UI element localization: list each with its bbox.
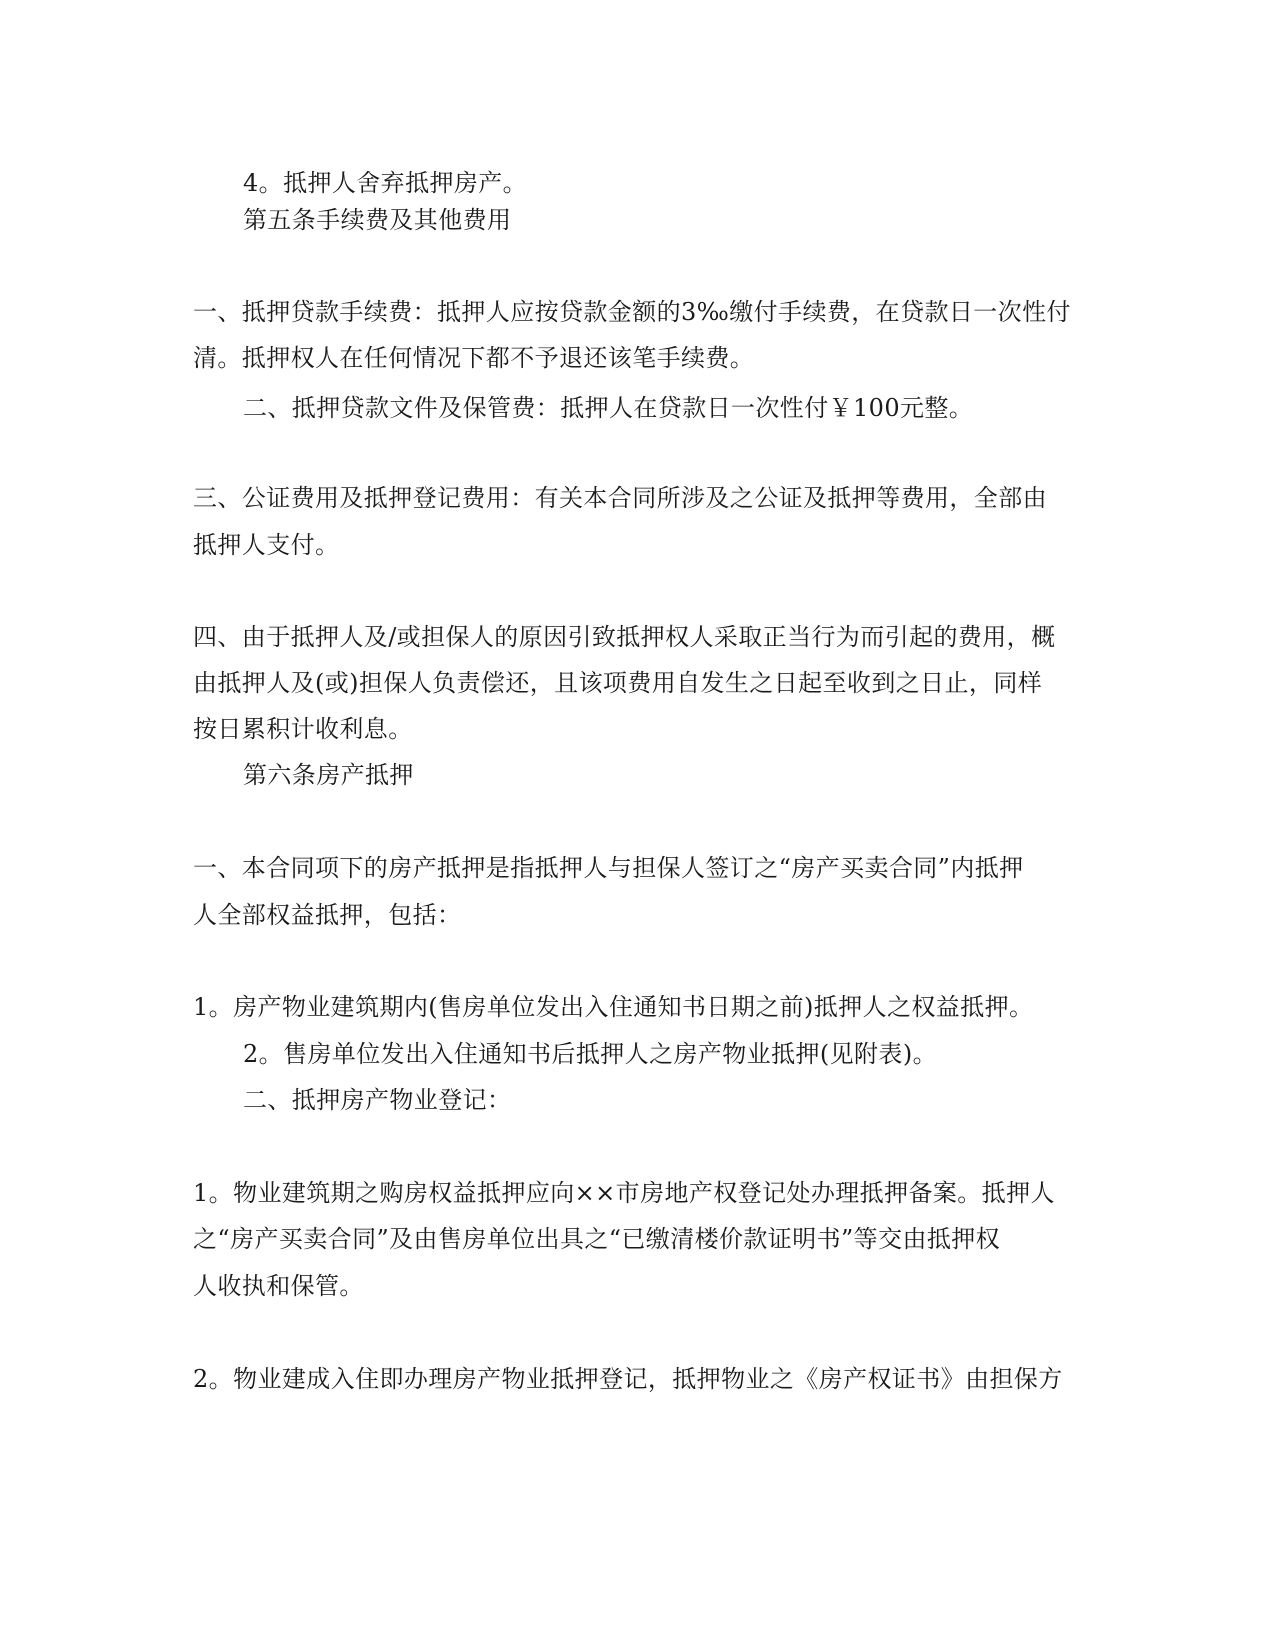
paragraph-line: 2。售房单位发出入住通知书后抵押人之房产物业抵押(见附表)。 <box>243 1040 937 1068</box>
paragraph-line: 抵押人支付。 <box>193 531 340 559</box>
paragraph-line: 二、抵押贷款文件及保管费：抵押人在贷款日一次性付￥100元整。 <box>243 394 974 422</box>
paragraph-line: 由抵押人及(或)担保人负责偿还，且该项费用自发生之日起至收到之日止，同样 <box>193 669 1043 697</box>
article-5-heading: 第五条手续费及其他费用 <box>243 206 512 234</box>
paragraph-line: 一、抵押贷款手续费：抵押人应按贷款金额的3‰缴付手续费，在贷款日一次性付 <box>193 298 1071 326</box>
article-6-heading: 第六条房产抵押 <box>243 761 414 789</box>
paragraph-line: 清。抵押权人在任何情况下都不予退还该笔手续费。 <box>193 344 755 372</box>
clause-4-item: 4。抵押人舍弃抵押房产。 <box>243 169 528 197</box>
paragraph-line: 四、由于抵押人及/或担保人的原因引致抵押权人采取正当行为而引起的费用，概 <box>193 623 1056 651</box>
paragraph-line: 1。物业建筑期之购房权益抵押应向××市房地产权登记处办理抵押备案。抵押人 <box>193 1179 1055 1207</box>
paragraph-line: 人收执和保管。 <box>193 1272 364 1300</box>
paragraph-line: 1。房产物业建筑期内(售房单位发出入住通知书日期之前)抵押人之权益抵押。 <box>193 993 1034 1021</box>
paragraph-line: 2。物业建成入住即办理房产物业抵押登记，抵押物业之《房产权证书》由担保方 <box>193 1365 1063 1393</box>
paragraph-line: 二、抵押房产物业登记： <box>243 1086 512 1114</box>
paragraph-line: 之“房产买卖合同”及由售房单位出具之“已缴清楼价款证明书”等交由抵押权 <box>193 1225 1001 1253</box>
paragraph-line: 按日累积计收利息。 <box>193 715 413 743</box>
paragraph-line: 三、公证费用及抵押登记费用：有关本合同所涉及之公证及抵押等费用，全部由 <box>193 484 1047 512</box>
paragraph-line: 人全部权益抵押，包括： <box>193 901 462 929</box>
paragraph-line: 一、本合同项下的房产抵押是指抵押人与担保人签订之“房产买卖合同”内抵押 <box>193 854 1024 882</box>
